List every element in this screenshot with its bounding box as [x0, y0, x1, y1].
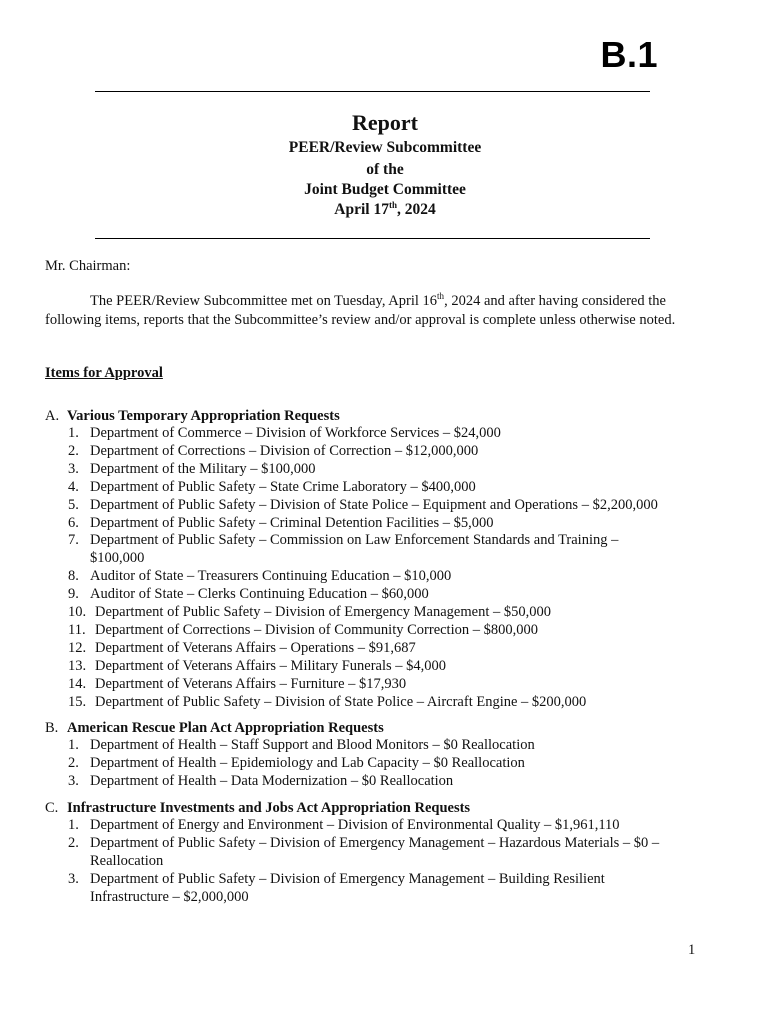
report-date-ordinal: th [388, 199, 397, 210]
item-text: Department of Veterans Affairs – Furniture – $17,930 [95, 675, 407, 692]
item-number: 8. [68, 568, 79, 585]
list-item [45, 586, 705, 604]
item-number: 3. [68, 460, 79, 477]
list-item [45, 871, 630, 907]
list-item [45, 425, 705, 443]
list-item [45, 479, 705, 497]
document-code: B.1 [600, 34, 658, 75]
item-number: 2. [68, 754, 79, 771]
item-text: Auditor of State – Treasurers Continuing Education – $10,000 [90, 568, 452, 585]
item-number: 14. [68, 675, 87, 692]
top-divider [95, 91, 650, 92]
list-item [45, 773, 705, 791]
section-letter: B. [45, 720, 59, 736]
list-item [45, 640, 705, 658]
intro-paragraph [45, 292, 700, 329]
section-letter: C. [45, 800, 59, 816]
item-text: Department of Energy and Environment – Division of Environmental Quality – $1,961,110 [90, 817, 620, 833]
list-item [45, 694, 705, 712]
section-title: Infrastructure Investments and Jobs Act Appropriation Requests [67, 800, 471, 816]
item-text: Department of Veterans Affairs – Operations – $91,687 [95, 639, 416, 656]
item-number: 3. [68, 870, 79, 887]
list-item [45, 497, 705, 515]
page-number: 1 [688, 942, 696, 958]
item-text: Department of the Military – $100,000 [90, 460, 316, 477]
item-number: 1. [68, 425, 79, 441]
item-text: Department of Public Safety – State Crime Laboratory – $400,000 [90, 478, 476, 495]
item-number: 13. [68, 657, 87, 674]
item-text: Department of Corrections – Division of Correction – $12,000,000 [90, 442, 479, 459]
item-number: 6. [68, 514, 79, 531]
item-text: Department of Health – Data Modernization – $0 Reallocation [90, 772, 454, 789]
item-number: 3. [68, 772, 79, 789]
intro-ordinal: th [437, 291, 445, 302]
item-number: 1. [68, 737, 79, 753]
item-text: Department of Commerce – Division of Workforce Services – $24,000 [90, 425, 501, 441]
section-iija-appropriation [45, 799, 705, 907]
list-item [45, 568, 705, 586]
item-number: 2. [68, 442, 79, 459]
header-divider [95, 238, 650, 239]
item-text: Department of Health – Epidemiology and Lab Capacity – $0 Reallocation [90, 754, 525, 771]
list-item [45, 755, 705, 773]
section-title: American Rescue Plan Act Appropriation Requests [67, 720, 384, 736]
report-date-prefix: April 17 [334, 201, 389, 218]
item-text: Department of Public Safety – Criminal Detention Facilities – $5,000 [90, 514, 494, 531]
committee-name: Joint Budget Committee [304, 181, 466, 198]
item-number: 9. [68, 586, 79, 603]
salutation: Mr. Chairman: [45, 258, 131, 274]
item-text: Department of Veterans Affairs – Military Funerals – $4,000 [95, 657, 447, 674]
item-text: Department of Public Safety – Division of Emergency Management – Hazardous Materials – $0 – Reallocation [90, 834, 660, 869]
section-heading [45, 407, 705, 425]
subcommittee-name: PEER/Review Subcommittee [288, 139, 482, 156]
list-item [45, 515, 705, 533]
item-text: Department of Public Safety – Division of State Police – Equipment and Operations – $2,200,000 [90, 496, 658, 513]
list-item [45, 676, 705, 694]
item-number: 12. [68, 639, 87, 656]
item-text: Department of Public Safety – Division of State Police – Aircraft Engine – $200,000 [95, 693, 587, 710]
subtitle-connector: of the [366, 161, 404, 178]
item-text: Department of Health – Staff Support and Blood Monitors – $0 Reallocation [90, 737, 535, 753]
list-item [45, 737, 705, 755]
item-text: Department of Public Safety – Division of Emergency Management – Building Resilient Infrastructure – $2,000,000 [90, 870, 605, 905]
items-for-approval-heading: Items for Approval [45, 365, 163, 381]
item-number: 10. [68, 604, 87, 621]
item-number: 11. [68, 621, 86, 638]
intro-text-part1: The PEER/Review Subcommittee met on Tuesday, April 16 [90, 293, 438, 309]
item-text: Auditor of State – Clerks Continuing Education – $60,000 [90, 586, 429, 603]
section-letter: A. [45, 408, 60, 424]
item-number: 1. [68, 817, 79, 833]
list-item [45, 604, 705, 622]
item-number: 2. [68, 834, 79, 851]
item-text: Department of Corrections – Division of Community Correction – $800,000 [95, 621, 538, 638]
item-number: 5. [68, 496, 79, 513]
list-item [45, 532, 635, 568]
item-text: Department of Public Safety – Division of Emergency Management – $50,000 [95, 604, 551, 621]
list-item [45, 817, 705, 835]
item-text: Department of Public Safety – Commission on Law Enforcement Standards and Training – $100,000 [90, 532, 619, 567]
section-arpa-appropriation [45, 719, 705, 791]
section-heading [45, 719, 705, 737]
intro-text-part2: , 2024 and after having considered the following items, reports that the Subcommittee’s review and/or approval is complete unless otherwise noted. [45, 293, 676, 328]
report-date-year: , 2024 [396, 201, 436, 218]
list-item [45, 461, 705, 479]
item-number: 4. [68, 478, 79, 495]
section-title: Various Temporary Appropriation Requests [67, 408, 340, 424]
section-heading [45, 799, 705, 817]
list-item [45, 658, 705, 676]
list-item [45, 443, 705, 461]
list-item [45, 622, 705, 640]
report-title: Report [352, 110, 418, 135]
report-date [0, 201, 770, 219]
item-number: 7. [68, 532, 79, 549]
section-temporary-appropriation [45, 407, 705, 712]
list-item [45, 835, 680, 871]
item-number: 15. [68, 693, 87, 710]
